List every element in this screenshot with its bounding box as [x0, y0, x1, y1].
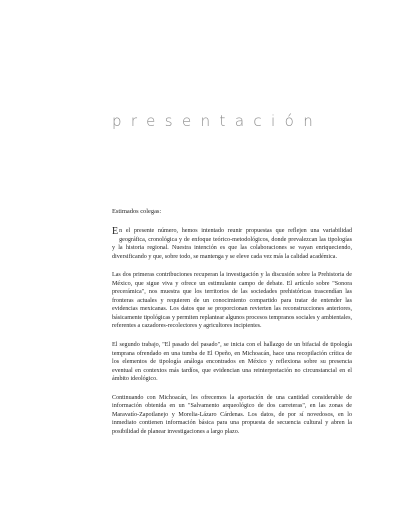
paragraph-2: [112, 271, 352, 331]
paragraph-1-text: n el presente número, hemos intentado reunir propuestas que reflejen una variabilidad geográfica, cronológica y de enfoque teórico-metodológicos, donde prevalezcan las tipologías y la historia regional. Nuestra intención es que las colaboraciones se vayan enriqueciendo, diversificando y que, sobre todo, se mantenga y se eleve cada vez más la calidad académica.: [112, 228, 352, 260]
drop-cap: E: [112, 226, 119, 237]
paragraph-2-text: Las dos primeras contribuciones recuperan la investigación y la discusión sobre la Prehistoria de México, que sigue viva y ofrece un estimulante campo de debate. El artículo sobre "Sonora precerámica", nos muestra que los territorios de las sociedades prehistóricas trascendían las fronteras actuales y requieren de un conocimiento compartido para tratar de entender las evidencias mexicanas. Los datos que se proporcionan revierten las reconstrucciones anteriores, básicamente tipológicas y permiten replantear algunos procesos tempranos sociales y ambientales, referentes a cazadores-recolectores y agricultores incipientes.: [112, 272, 352, 330]
paragraph-4: [112, 394, 352, 437]
article-body: [112, 207, 352, 446]
paragraph-4-text: Continuando con Michoacán, les ofrecemos la aportación de una cantidad considerable de información obtenida en un "Salvamento arqueológico de dos carreteras", en las zonas de Maravatío-Zapotlanejo y Morelia-Lázaro Cárdenas. Los datos, de por sí novedosos, en lo inmediato contienen información básica para una propuesta de secuencia cultural y abren la posibilidad de planear investigaciones a largo plazo.: [112, 394, 352, 435]
section-title: presentación: [112, 112, 323, 130]
salutation: Estimados colegas:: [112, 208, 162, 215]
paragraph-1: [112, 227, 352, 261]
paragraph-3-text: El segundo trabajo, "El pasado del pasado", se inicia con el hallazgo de un bifacial de tipología temprana ofrendado en una tumba de El Opeño, en Michoacán, hace una recopilación crítica de los elementos de tipología análoga encontrados en México y reflexiona sobre su presencia eventual en contextos más tardíos, que evidencian una reinterpretación no circunstancial en el ámbito ideológico.: [112, 342, 352, 383]
paragraph-3: [112, 341, 352, 384]
